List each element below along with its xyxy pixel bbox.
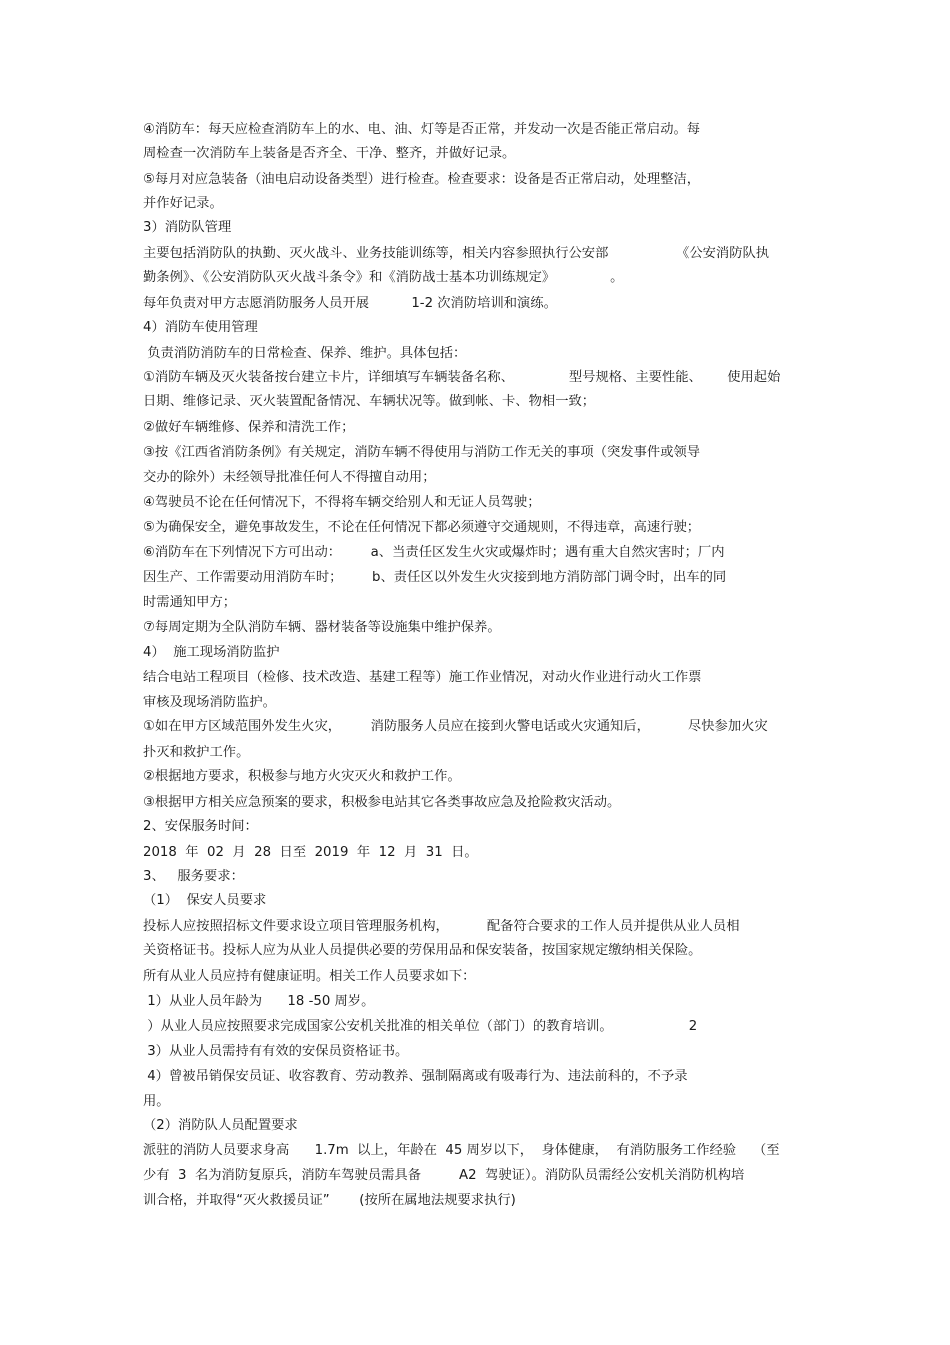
text-line: ②做好车辆维修、保养和清洗工作； [143,420,355,435]
text-line: ④消防车：每天应检查消防车上的水、电、油、灯等是否正常，并发动一次是否能正常启动。每 [143,122,701,137]
text-line: 结合电站工程项目（检修、技术改造、基建工程等）施工作业情况，对动火作业进行动火工作票 [143,670,702,685]
text-line: 主要包括消防队的执勤、灭火战斗、业务技能训练等，相关内容参照执行公安部 《公安消防队执 [143,246,770,261]
section-heading: 2、安保服务时间： [143,819,258,834]
text-line: ⑥消防车在下列情况下方可出动： a、当责任区发生火灾或爆炸时；遇有重大自然灾害时；厂内 [143,545,725,560]
text-line: 1）从业人员年龄为 18 -50 周岁。 [143,994,375,1009]
text-line: ⑦每周定期为全队消防车辆、器材装备等设施集中维护保养。 [143,620,501,635]
text-line: 扑灭和救护工作。 [143,745,250,760]
text-line: 交办的除外）未经领导批准任何人不得擅自动用； [143,470,436,485]
text-line: 负责消防消防车的日常检查、保养、维护。具体包括： [143,346,467,361]
text-line: ③根据甲方相关应急预案的要求，积极参电站其它各类事故应急及抢险救灾活动。 [143,795,621,810]
text-line: ⑤为确保安全，避免事故发生，不论在任何情况下都必须遵守交通规则，不得违章，高速行驶； [143,520,701,535]
text-line: 周检查一次消防车上装备是否齐全、干净、整齐，并做好记录。 [143,146,516,161]
text-line: 用。 [143,1094,170,1109]
text-line: ①消防车辆及灭火装备按台建立卡片，详细填写车辆装备名称、 型号规格、主要性能、 使用起始 [143,370,781,385]
text-line: 2018 年 02 月 28 日至 2019 年 12 月 31 日。 [143,845,478,860]
text-line: 3）从业人员需持有有效的安保员资格证书。 [143,1044,409,1059]
section-heading: 3、 服务要求： [143,869,244,884]
text-line: 少有 3 名为消防复原兵，消防车驾驶员需具备 A2 驾驶证）。消防队员需经公安机关消防机构培 [143,1168,745,1183]
text-line: ①如在甲方区域范围外发生火灾， 消防服务人员应在接到火警电话或火灾通知后， 尽快参加火灾 [143,719,768,734]
text-line: 日期、维修记录、灭火装置配备情况、车辆状况等。做到帐、卡、物相一致； [143,394,596,409]
text-line: 派驻的消防人员要求身高 1.7m 以上，年龄在 45 周岁以下， 身体健康， 有消防服务工作经验 （至 [143,1143,780,1158]
text-line: 所有从业人员应持有健康证明。相关工作人员要求如下： [143,969,476,984]
text-line: ⑤每月对应急装备（油电启动设备类型）进行检查。检查要求：设备是否正常启动，处理整洁， [143,172,701,187]
text-line: 每年负责对甲方志愿消防服务人员开展 1-2 次消防培训和演练。 [143,296,557,311]
text-line: ）从业人员应按照要求完成国家公安机关批准的相关单位（部门）的教育培训。 2 [143,1019,698,1034]
text-line: ④驾驶员不论在任何情况下，不得将车辆交给别人和无证人员驾驶； [143,495,541,510]
text-line: 并作好记录。 [143,196,223,211]
text-line: 投标人应按照招标文件要求设立项目管理服务机构， 配备符合要求的工作人员并提供从业人员相 [143,919,740,934]
section-heading: 3）消防队管理 [143,220,232,235]
text-line: 因生产、工作需要动用消防车时； b、责任区以外发生火灾接到地方消防部门调令时，出车的同 [143,570,727,585]
text-line: 关资格证书。投标人应为从业人员提供必要的劳保用品和保安装备，按国家规定缴纳相关保险。 [143,943,702,958]
section-heading: 4） 施工现场消防监护 [143,645,280,660]
text-line: 训合格，并取得“灭火救援员证” (按所在属地法规要求执行) [143,1193,516,1208]
section-heading: （2）消防队人员配置要求 [143,1118,298,1133]
text-line: 时需通知甲方； [143,595,237,610]
text-line: 4）曾被吊销保安员证、收容教育、劳动教养、强制隔离或有吸毒行为、违法前科的，不予录 [143,1069,688,1084]
text-line: ②根据地方要求，积极参与地方火灾灭火和救护工作。 [143,769,461,784]
text-line: 审核及现场消防监护。 [143,695,276,710]
section-heading: 4）消防车使用管理 [143,320,258,335]
text-line: ③按《江西省消防条例》有关规定，消防车辆不得使用与消防工作无关的事项（突发事件或领导 [143,445,701,460]
section-heading: （1） 保安人员要求 [143,893,267,908]
text-line: 勤条例》、《公安消防队灭火战斗条令》和《消防战士基本功训练规定》 。 [143,270,624,285]
